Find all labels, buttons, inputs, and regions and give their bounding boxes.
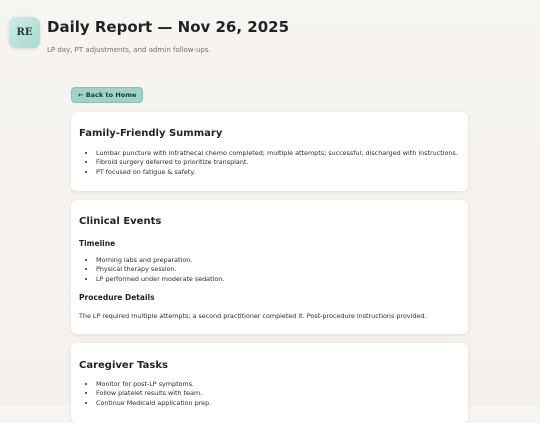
list-item: • Morning labs and preparation. <box>96 256 224 265</box>
timeline-heading: Timeline <box>79 239 116 248</box>
page-subtitle: LP day, PT adjustments, and admin follow-ups. <box>47 46 211 54</box>
list-item: • LP performed under moderate sedation. <box>96 275 224 284</box>
clinical-events-title: Clinical Events <box>79 216 162 227</box>
family-summary-title: Family-Friendly Summary <box>79 128 223 139</box>
page-title: Daily Report — Nov 26, 2025 <box>47 18 290 36</box>
clinical-events-card <box>71 200 468 334</box>
procedure-details-text: The LP required multiple attempts; a second practitioner completed it. Post-procedure instructions provided. <box>79 312 427 320</box>
family-summary-card <box>71 112 468 191</box>
timeline-list <box>79 256 224 284</box>
caregiver-tasks-card <box>71 343 468 423</box>
family-summary-list <box>79 149 458 177</box>
app-logo: RE <box>9 17 40 48</box>
list-item: • Fibroid surgery deferred to prioritize transplant. <box>96 158 458 167</box>
list-item: • PT focused on fatigue & safety. <box>96 168 458 177</box>
procedure-details-heading: Procedure Details <box>79 293 155 302</box>
caregiver-tasks-list <box>79 380 211 408</box>
list-item: • Monitor for post-LP symptoms. <box>96 380 211 389</box>
caregiver-tasks-title: Caregiver Tasks <box>79 360 168 371</box>
list-item: • Lumbar puncture with intrathecal chemo completed; multiple attempts; successful; discharged with instructions. <box>96 149 458 158</box>
list-item: • Follow platelet results with team. <box>96 389 211 398</box>
list-item: • Continue Medicaid application prep. <box>96 399 211 408</box>
back-to-home-button[interactable]: ← Back to Home <box>71 87 143 103</box>
list-item: • Physical therapy session. <box>96 265 224 274</box>
